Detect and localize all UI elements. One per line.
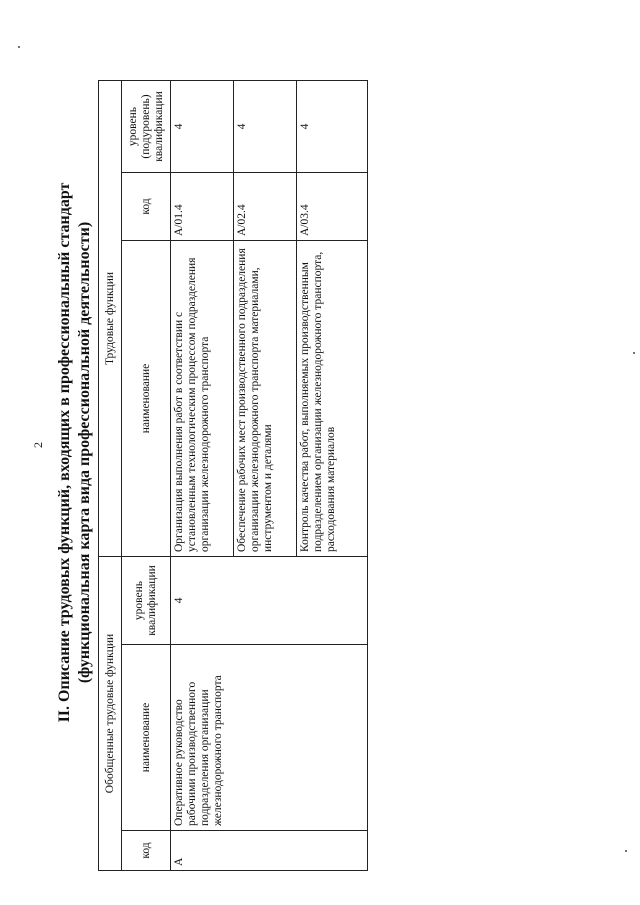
labor-functions-header: Трудовые функции: [99, 81, 122, 557]
code-header: код: [122, 831, 171, 871]
function-code: A/03.4: [297, 173, 368, 241]
function-name: Обеспечение рабочих мест производственного подразделения организации железнодорожного транспорта материалами, инструментом и деталями: [234, 241, 297, 557]
function-name-header: наименование: [122, 241, 171, 557]
column-header-row: [122, 81, 171, 871]
function-name: Организация выполнения работ в соответствии с установленным технологическим процессом подразделения организации железнодорожного транспорта: [171, 241, 234, 557]
table-row: [171, 81, 234, 871]
section-heading: II. Описание трудовых функций, входящих в профессиональный стандарт: [56, 182, 73, 723]
function-code: A/02.4: [234, 173, 297, 241]
generalized-functions-header: Обобщенные трудовые функции: [99, 557, 122, 871]
function-level-header: уровень (подуровень) квалификации: [122, 81, 171, 173]
function-name: Контроль качества работ, выполняемых производственным подразделением организации железнодорожного транспорта, расходования материалов: [297, 241, 368, 557]
section-subheading: (функциональная карта вида профессиональной деятельности): [76, 221, 93, 684]
scan-speck: [18, 46, 20, 48]
function-level: 4: [297, 81, 368, 173]
function-level: 4: [171, 81, 234, 173]
level-header: уровень квалификации: [122, 557, 171, 645]
page-number: 2: [31, 442, 45, 448]
functional-map-table: [98, 80, 368, 871]
function-code-header: код: [122, 173, 171, 241]
generalized-name: Оперативное руководство рабочими производственного подразделения организации железнодорожного транспорта: [171, 645, 368, 831]
function-code: A/01.4: [171, 173, 234, 241]
scan-speck: [625, 850, 627, 852]
generalized-level: 4: [171, 557, 368, 645]
generalized-code: A: [171, 831, 368, 871]
group-header-row: [99, 81, 122, 871]
name-header: наименование: [122, 645, 171, 831]
function-level: 4: [234, 81, 297, 173]
scan-speck: [633, 352, 635, 354]
